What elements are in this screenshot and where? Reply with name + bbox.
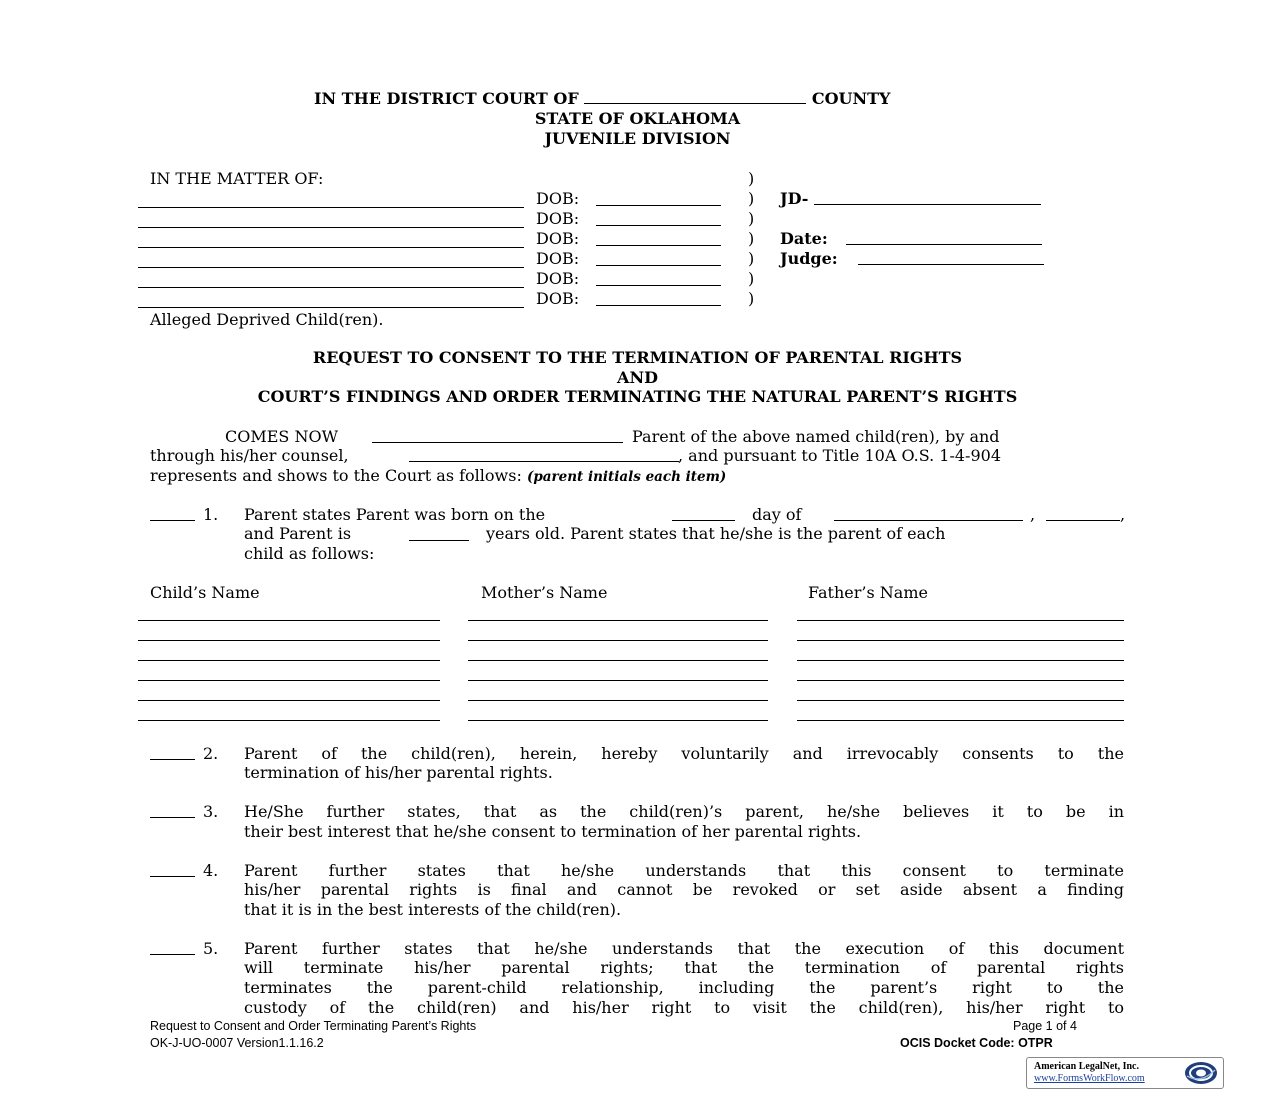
document-title-line2: AND	[617, 368, 658, 387]
state-heading: STATE OF OKLAHOMA	[534, 109, 741, 128]
document-title-line1: REQUEST TO CONSENT TO THE TERMINATION OF PARENTAL RIGHTS	[312, 348, 963, 367]
child-name-blank[interactable]	[138, 660, 440, 661]
father-name-blank[interactable]	[797, 660, 1124, 661]
judge-label: Judge:	[780, 249, 838, 268]
childs-name-header: Child’s Name	[150, 583, 260, 602]
fathers-name-header: Father’s Name	[808, 583, 928, 602]
alleged-deprived-label: Alleged Deprived Child(ren).	[150, 310, 384, 329]
parent-of-text: Parent of the above named child(ren), by and	[632, 427, 1000, 446]
comma: ,	[1120, 505, 1126, 524]
dob-blank[interactable]	[596, 245, 721, 246]
dob-label: DOB:	[536, 189, 580, 208]
dob-label: DOB:	[536, 249, 580, 268]
caption-paren: )	[748, 189, 755, 208]
footer-form-id: OK-J-UO-0007 Version1.1.16.2	[150, 1036, 324, 1050]
initials-blank[interactable]	[150, 876, 195, 877]
item-number: 4.	[203, 861, 219, 880]
initials-note: (parent initials each item)	[526, 469, 727, 485]
item-text-line: Parent of the child(ren), herein, hereby voluntarily and irrevocably consents to the	[244, 744, 1124, 763]
father-name-blank[interactable]	[797, 680, 1124, 681]
child-name-line[interactable]	[138, 287, 524, 288]
born-on-text: Parent states Parent was born on the	[244, 505, 546, 524]
mother-name-blank[interactable]	[468, 660, 768, 661]
parent-is-text: and Parent is	[244, 524, 352, 543]
caption-paren: )	[748, 209, 755, 228]
dob-label: DOB:	[536, 209, 580, 228]
dob-label: DOB:	[536, 289, 580, 308]
birth-month-blank[interactable]	[834, 520, 1023, 521]
judge-blank[interactable]	[858, 264, 1044, 265]
father-name-blank[interactable]	[797, 620, 1124, 621]
item-text-line: Parent further states that he/she understands that this consent to terminate	[244, 861, 1124, 880]
caption-paren: )	[748, 229, 755, 248]
caption-paren: )	[748, 249, 755, 268]
footer-page-number: Page 1 of 4	[1013, 1019, 1077, 1033]
item-number: 2.	[203, 744, 219, 763]
jd-blank[interactable]	[814, 204, 1041, 205]
mother-name-blank[interactable]	[468, 640, 768, 641]
pursuant-text: , and pursuant to Title 10A O.S. 1-4-904	[678, 446, 1001, 465]
item-number: 1.	[203, 505, 219, 524]
child-name-blank[interactable]	[138, 640, 440, 641]
child-name-line[interactable]	[138, 267, 524, 268]
initials-blank[interactable]	[150, 759, 195, 760]
dob-blank[interactable]	[596, 305, 721, 306]
day-of-text: day of	[752, 505, 802, 524]
through-counsel-text: through his/her counsel,	[150, 446, 349, 465]
mother-name-blank[interactable]	[468, 720, 768, 721]
father-name-blank[interactable]	[797, 700, 1124, 701]
court-heading	[314, 89, 890, 108]
father-name-blank[interactable]	[797, 720, 1124, 721]
caption-paren: )	[748, 269, 755, 288]
initials-blank[interactable]	[150, 817, 195, 818]
child-name-line[interactable]	[138, 307, 524, 308]
footer-form-title: Request to Consent and Order Terminating Parent’s Rights	[150, 1019, 477, 1033]
father-name-blank[interactable]	[797, 640, 1124, 641]
court-prefix: IN THE DISTRICT COURT OF	[314, 89, 579, 108]
item-text-line: Parent further states that he/she understands that the execution of this document	[244, 939, 1124, 958]
date-label: Date:	[780, 229, 828, 248]
globe-icon	[1183, 1060, 1219, 1086]
jd-label: JD-	[780, 189, 809, 208]
item-text-line: He/She further states, that as the child(ren)’s parent, he/she believes it to be in	[244, 802, 1124, 821]
court-suffix: COUNTY	[811, 89, 891, 108]
item-text-line: will terminate his/her parental rights; that the termination of parental rights	[244, 958, 1124, 977]
logo-url-link[interactable]: www.FormsWorkFlow.com	[1034, 1073, 1145, 1084]
item-text-line: custody of the child(ren) and his/her right to visit the child(ren), his/her right to	[244, 998, 1124, 1017]
mothers-name-header: Mother’s Name	[481, 583, 608, 602]
birth-day-blank[interactable]	[672, 520, 735, 521]
child-name-blank[interactable]	[138, 700, 440, 701]
age-blank[interactable]	[409, 540, 469, 541]
division-heading: JUVENILE DIVISION	[544, 129, 731, 148]
years-old-text: years old. Parent states that he/she is the parent of each	[486, 524, 946, 543]
american-legalnet-logo[interactable]	[1026, 1057, 1224, 1089]
caption-paren: )	[748, 289, 755, 308]
dob-label: DOB:	[536, 269, 580, 288]
logo-company-name: American LegalNet, Inc.	[1034, 1061, 1139, 1072]
comma: ,	[1030, 505, 1036, 524]
dob-blank[interactable]	[596, 225, 721, 226]
parent-name-blank[interactable]	[372, 442, 623, 443]
initials-blank[interactable]	[150, 520, 195, 521]
document-title-line3: COURT’S FINDINGS AND ORDER TERMINATING THE NATURAL PARENT’S RIGHTS	[257, 387, 1018, 406]
dob-label: DOB:	[536, 229, 580, 248]
child-name-blank[interactable]	[138, 720, 440, 721]
counsel-name-blank[interactable]	[409, 461, 679, 462]
item-number: 5.	[203, 939, 219, 958]
comes-now-label: COMES NOW	[225, 427, 339, 446]
child-name-blank[interactable]	[138, 620, 440, 621]
dob-blank[interactable]	[596, 205, 721, 206]
child-name-line[interactable]	[138, 207, 524, 208]
mother-name-blank[interactable]	[468, 680, 768, 681]
child-as-follows-text: child as follows:	[244, 544, 375, 563]
caption-paren: )	[748, 169, 755, 188]
dob-blank[interactable]	[596, 285, 721, 286]
matter-label: IN THE MATTER OF:	[150, 169, 324, 188]
footer-docket-code: OCIS Docket Code: OTPR	[900, 1036, 1053, 1050]
child-name-line[interactable]	[138, 247, 524, 248]
date-blank[interactable]	[846, 244, 1042, 245]
item-number: 3.	[203, 802, 219, 821]
item-text-line: his/her parental rights is final and cannot be revoked or set aside absent a finding	[244, 880, 1124, 899]
dob-blank[interactable]	[596, 265, 721, 266]
birth-year-blank[interactable]	[1046, 520, 1120, 521]
item-text-line: that it is in the best interests of the child(ren).	[244, 900, 622, 919]
mother-name-blank[interactable]	[468, 620, 768, 621]
item-text-line: termination of his/her parental rights.	[244, 763, 553, 782]
item-text-line: terminates the parent-child relationship, including the parent’s right to the	[244, 978, 1124, 997]
initials-blank[interactable]	[150, 954, 195, 955]
child-name-blank[interactable]	[138, 680, 440, 681]
represents-line	[150, 466, 726, 485]
county-blank[interactable]	[584, 91, 806, 104]
child-name-line[interactable]	[138, 227, 524, 228]
item-text-line: their best interest that he/she consent to termination of her parental rights.	[244, 822, 862, 841]
mother-name-blank[interactable]	[468, 700, 768, 701]
represents-text: represents and shows to the Court as follows:	[150, 466, 522, 485]
